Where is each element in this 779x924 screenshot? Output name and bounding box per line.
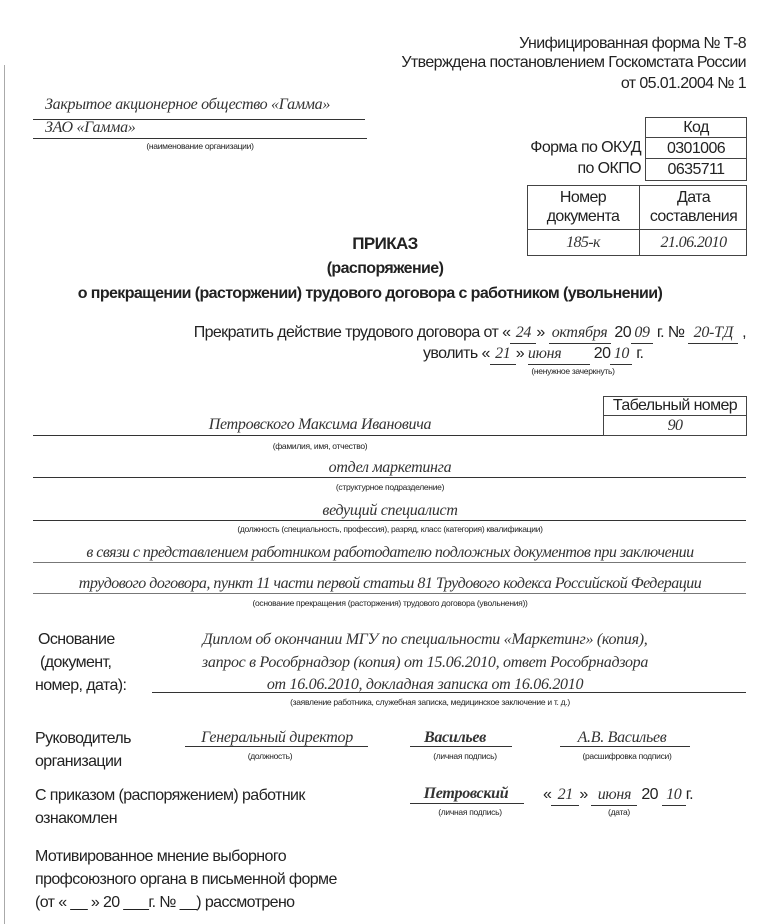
position-caption: (должность (специальность, профессия), разряд, класс (категория) квалификации) (237, 524, 543, 534)
ack-year-prefix: 20 (641, 786, 658, 803)
ack-signature-line (410, 803, 524, 804)
form-header-line1: Унифицированная форма № Т-8 (519, 35, 746, 52)
head-decoded-line (560, 746, 690, 747)
department: отдел маркетинга (328, 459, 452, 476)
reason-rule2 (33, 593, 746, 594)
okpo-value: 0635711 (667, 161, 725, 178)
basis-label2: (документ, (40, 654, 112, 671)
ack-date: « 21 » июня 20 10 г. (543, 785, 693, 806)
okpo-label: по ОКПО (577, 160, 641, 177)
contract-year: 09 (631, 323, 653, 344)
ack-year: 10 (662, 785, 686, 806)
position: ведущий специалист (322, 502, 458, 519)
ack-month: июня (591, 785, 637, 806)
ack-label2: ознакомлен (35, 810, 117, 827)
terminate-caption: (ненужное зачеркнуть) (531, 366, 615, 376)
title-main: ПРИКАЗ (352, 234, 418, 253)
ack-g: г. (685, 786, 693, 803)
head-position: Генеральный директор (201, 729, 353, 746)
contract-year-prefix: 20 (614, 324, 632, 341)
head-position-caption: (должность) (247, 751, 293, 761)
union-line2: профсоюзного органа в письменной форме (35, 871, 337, 888)
ack-day: 21 (551, 785, 579, 806)
basis-caption: (заявление работника, служебная записка, медицинское заключение и т. д.) (290, 697, 570, 707)
okud-value: 0301006 (645, 138, 747, 159)
ack-signature-caption: (личная подпись) (438, 807, 502, 817)
name-caption: (фамилия, имя, отчество) (272, 441, 368, 451)
employee-name: Петровского Максима Ивановича (208, 416, 432, 433)
head-decoded: А.В. Васильев (577, 729, 667, 746)
org-line-2 (33, 138, 367, 139)
doc-date: 21.06.2010 (660, 234, 727, 251)
name-line (33, 435, 603, 436)
contract-month: октября (549, 323, 611, 344)
okud-label: Форма по ОКУД (530, 139, 641, 156)
head-signature-line (410, 746, 512, 747)
codes-header: Код (645, 117, 747, 138)
form-header-line3: от 05.01.2004 № 1 (620, 75, 746, 92)
ack-date-caption: (дата) (608, 807, 630, 817)
head-decoded-caption: (расшифровка подписи) (582, 751, 672, 761)
page-edge (4, 65, 5, 924)
org-full-name: Закрытое акционерное общество «Гамма» (45, 96, 331, 113)
dismiss-prefix: уволить (423, 345, 478, 362)
head-position-line (185, 746, 368, 747)
contract-day: 24 (510, 323, 536, 344)
head-signature-caption: (личная подпись) (433, 751, 497, 761)
terminate-prefix: Прекратить действие трудового договора от (193, 324, 499, 341)
reason-line1: в связи с представлением работником работодателю подложных документов при заключении (86, 544, 694, 561)
union-line3: (от « __ » 20 ___г. № __) рассмотрено (35, 894, 295, 911)
basis-rule (152, 692, 746, 693)
union-line1: Мотивированное мнение выборного (35, 848, 287, 865)
tab-number: 90 (667, 417, 683, 434)
org-short-name: ЗАО «Гамма» (45, 119, 136, 136)
doc-number-header: Номер документа (527, 185, 640, 230)
ack-signature: Петровский (423, 785, 509, 802)
reason-rule1 (33, 562, 746, 563)
terminate-line: Прекратить действие трудового договора от « 24 » октября 20 09 г. № 20-ТД , (96, 323, 746, 344)
doc-number: 185-к (527, 230, 640, 255)
dismiss-g: г. (636, 345, 644, 362)
reason-caption: (основание прекращения (расторжения) трудового договора (увольнения)) (252, 598, 528, 608)
basis-line2: запрос в Рособрнадзор (копия) от 15.06.2010, ответ Рособрнадзора (201, 654, 649, 671)
basis-line3: от 16.06.2010, докладная записка от 16.06.2010 (266, 676, 584, 693)
position-line (33, 520, 746, 521)
head-signature: Васильев (423, 729, 487, 746)
doc-date-header: Дата составления (640, 185, 747, 230)
head-label1: Руководитель (35, 730, 131, 747)
dismiss-year-prefix: 20 (593, 345, 611, 362)
dismiss-line: уволить « 21 » июня 20 10 г. (423, 344, 643, 365)
department-caption: (структурное подразделение) (335, 482, 445, 492)
tab-number-header: Табельный номер (603, 396, 747, 416)
form-header-line2: Утверждена постановлением Госкомстата России (401, 54, 746, 71)
ack-label1: С приказом (распоряжением) работник (35, 787, 305, 804)
title-sub: (распоряжение) (326, 260, 444, 277)
contract-number-label: г. № (656, 324, 685, 341)
department-line (33, 477, 746, 478)
org-caption: (наименование организации) (146, 141, 254, 151)
reason-line2: трудового договора, пункт 11 части первой статьи 81 Трудового кодекса Российской Федерации (78, 575, 702, 592)
basis-label1: Основание (38, 631, 115, 648)
basis-line1: Диплом об окончании МГУ по специальности «Маркетинг» (копия), (202, 631, 648, 648)
dismiss-day: 21 (490, 344, 516, 365)
dismiss-year: 10 (610, 344, 632, 365)
basis-label3: номер, дата): (35, 677, 127, 694)
title-subject: о прекращении (расторжении) трудового договора с работником (увольнении) (77, 285, 663, 302)
dismiss-month: июня (528, 344, 590, 365)
head-label2: организации (35, 753, 122, 770)
contract-number: 20-ТД (688, 323, 738, 344)
